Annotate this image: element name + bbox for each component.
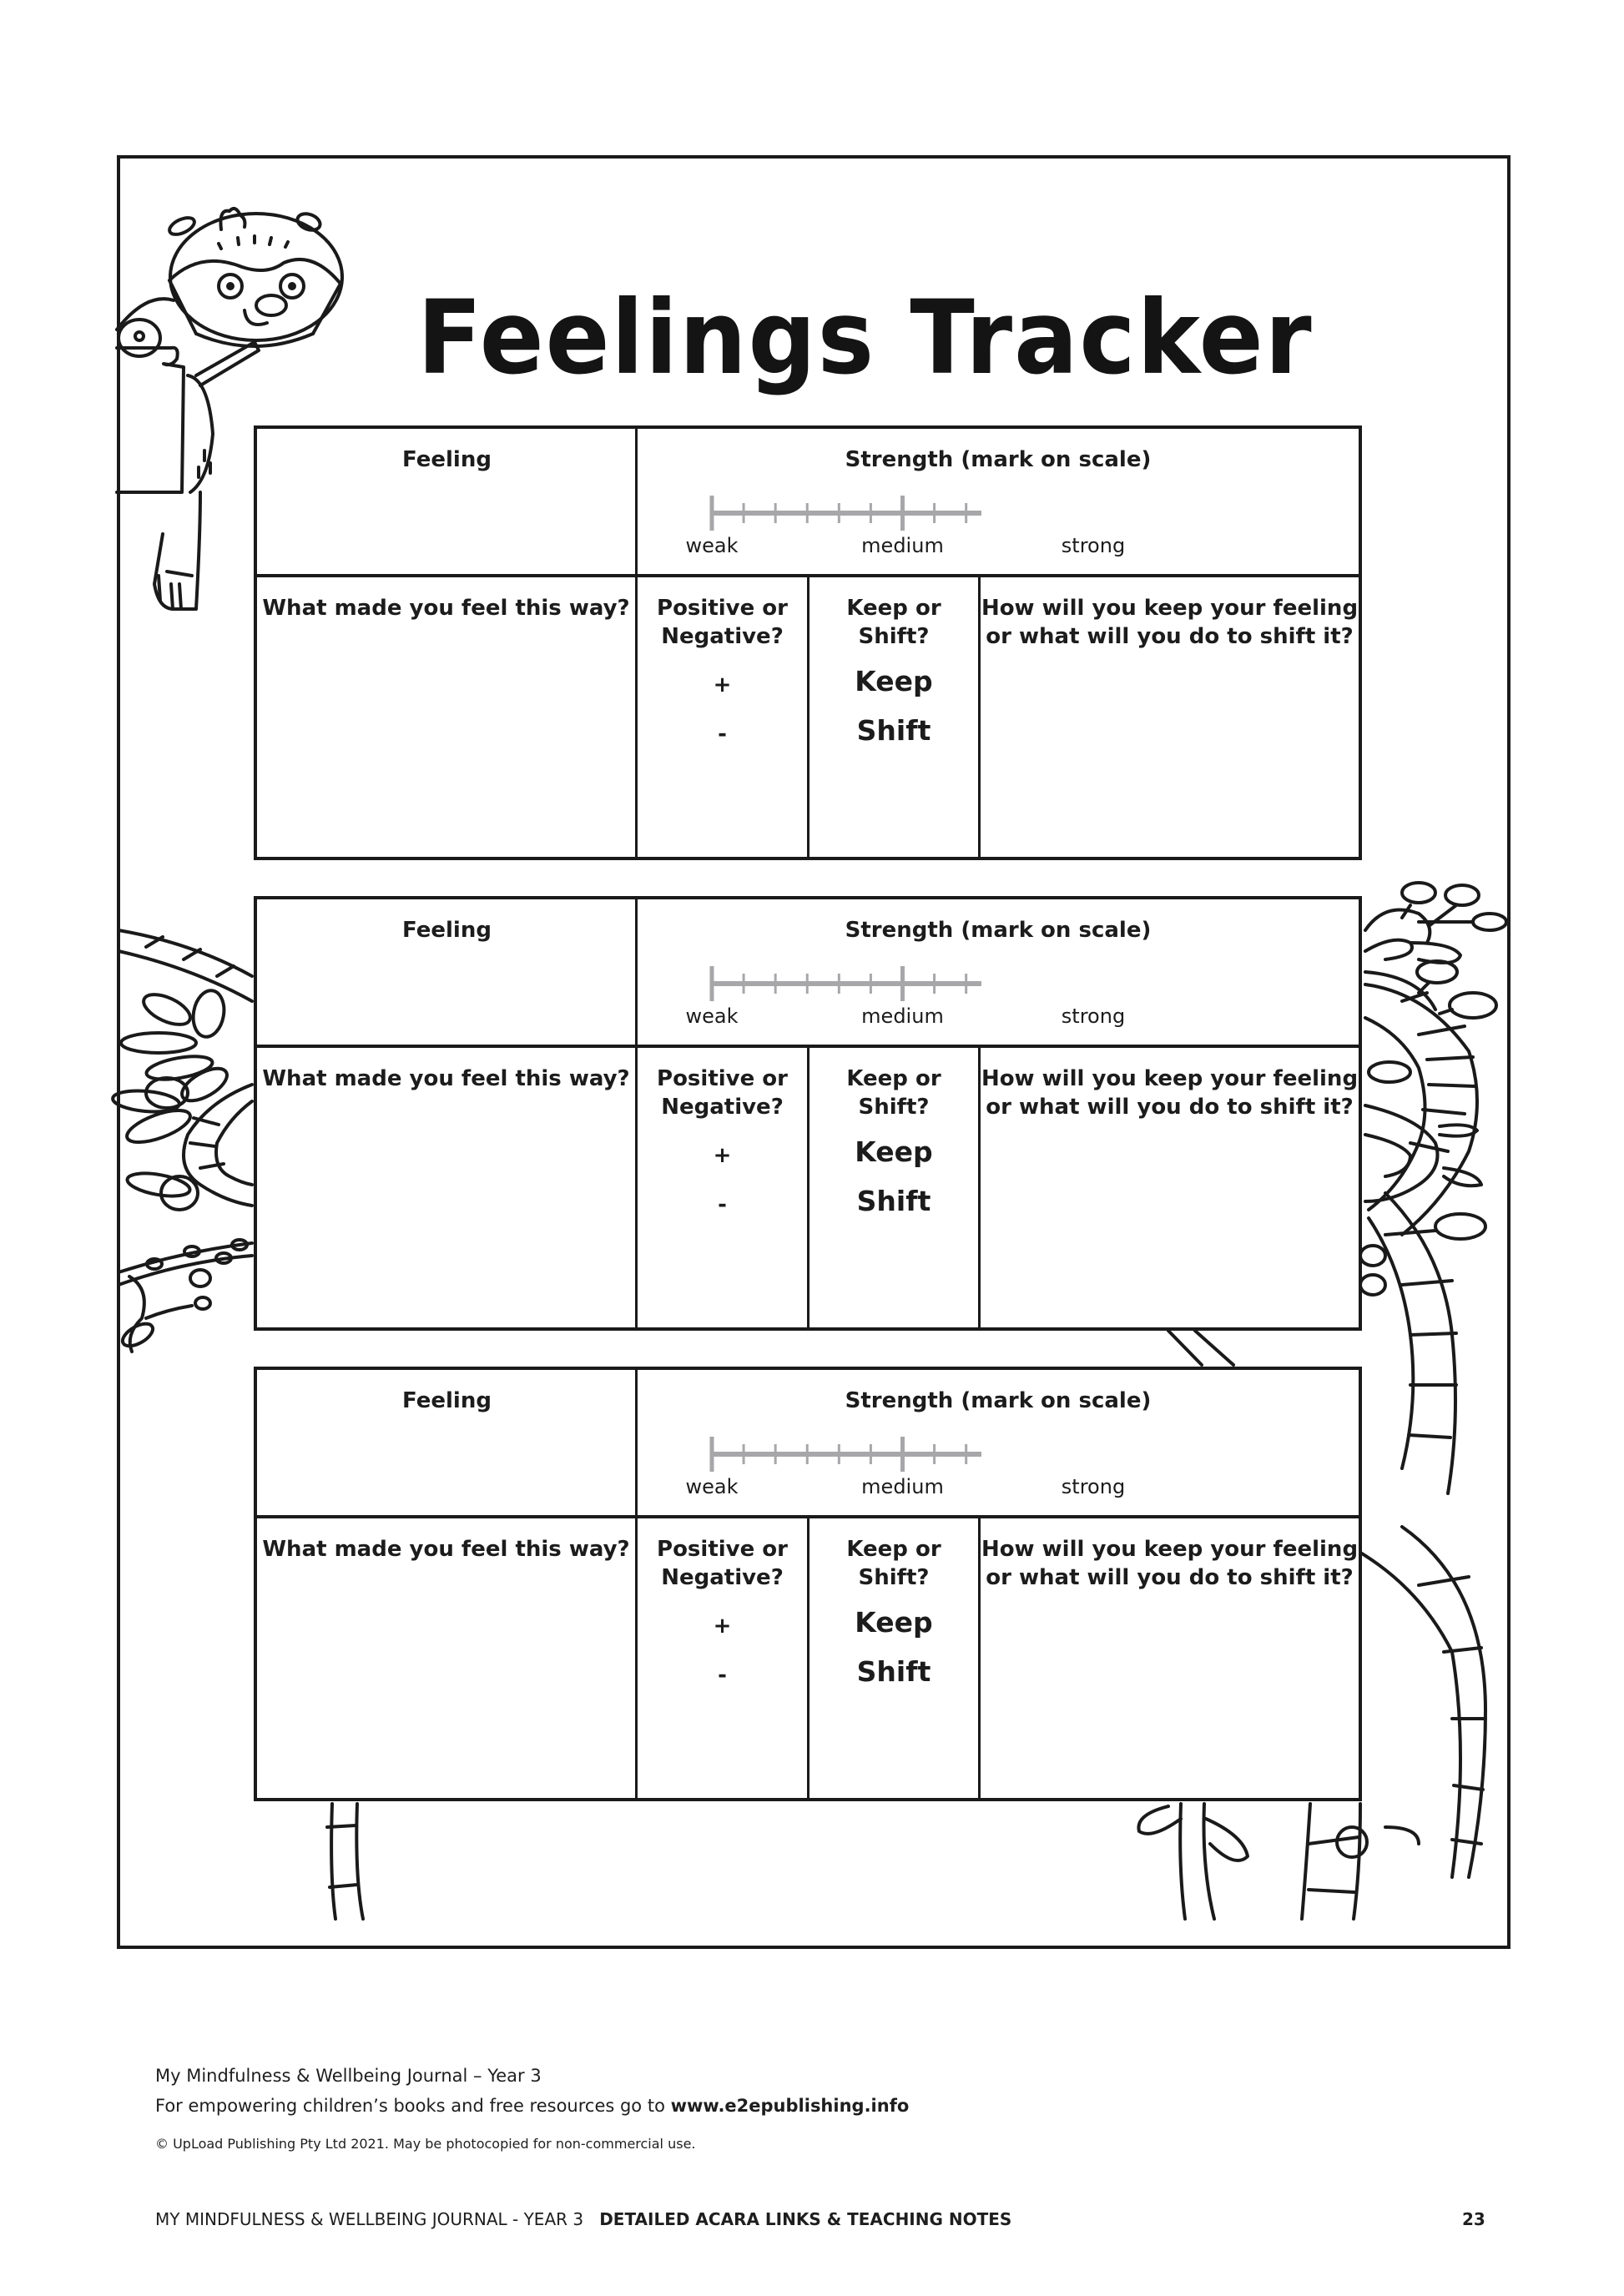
scale-weak-label: weak [685,534,739,557]
polarity-cell [638,1518,807,1798]
page-number: 23 [1462,2209,1485,2229]
plan-label-line1: How will you keep your feeling [981,1537,1359,1562]
keep-shift-label-line1: Keep or [846,1537,941,1562]
scale-strong-label: strong [1061,534,1126,557]
keep-shift-label-line2: Shift? [858,1565,930,1590]
feeling-label: Feeling [402,1388,492,1413]
polarity-label-line1: Positive or [657,1537,788,1562]
footer-promo [155,2096,909,2116]
feeling-label: Feeling [402,447,492,472]
polarity-cell [638,1048,807,1327]
strength-cell[interactable] [638,429,1359,574]
shift-option[interactable]: Shift [856,714,931,747]
keep-shift-label-line2: Shift? [858,624,930,649]
running-footer-section: DETAILED ACARA LINKS & TEACHING NOTES [599,2209,1012,2229]
positive-option[interactable]: + [713,1614,732,1639]
shift-option[interactable]: Shift [856,1655,931,1688]
positive-option[interactable]: + [713,1143,732,1168]
feelings-tracker-table [254,896,1362,1331]
keep-shift-cell [809,577,978,857]
tracker-top-row [257,429,1359,577]
strength-cell[interactable] [638,1370,1359,1515]
keep-shift-label-line1: Keep or [846,1066,941,1091]
polarity-label-line2: Negative? [661,1565,784,1590]
running-footer-title [155,2209,1011,2229]
negative-option[interactable]: - [718,1192,727,1217]
feelings-tracker-table [254,1367,1362,1801]
polarity-label-line2: Negative? [661,1095,784,1120]
negative-option[interactable]: - [718,722,727,747]
plan-label-line1: How will you keep your feeling [981,1066,1359,1091]
plan-cell[interactable] [981,577,1359,857]
keep-shift-cell [809,1518,978,1798]
tracker-top-row [257,899,1359,1048]
negative-option[interactable]: - [718,1663,727,1688]
footer-copyright: © UpLoad Publishing Pty Ltd 2021. May be photocopied for non-commercial use. [155,2136,696,2152]
keep-option[interactable]: Keep [855,665,933,697]
scale-strong-label: strong [1061,1004,1126,1028]
cause-cell[interactable] [257,1518,635,1798]
plan-label-line2: or what will you do to shift it? [986,1095,1354,1120]
plan-label-line2: or what will you do to shift it? [986,624,1354,649]
footer-promo-text: For empowering children’s books and free resources go to [155,2096,671,2116]
strength-label: Strength (mark on scale) [845,1388,1152,1413]
strength-label: Strength (mark on scale) [845,918,1152,943]
plan-label-line2: or what will you do to shift it? [986,1565,1354,1590]
scale-weak-label: weak [685,1004,739,1028]
polarity-label-line1: Positive or [657,596,788,621]
keep-shift-label-line1: Keep or [846,596,941,621]
page-title: Feelings Tracker [417,279,1314,397]
cause-cell[interactable] [257,577,635,857]
footer-book-title: My Mindfulness & Wellbeing Journal – Year 3 [155,2066,542,2086]
scale-medium-label: medium [861,1004,944,1028]
plan-label-line1: How will you keep your feeling [981,596,1359,621]
scale-weak-label: weak [685,1475,739,1498]
footer-promo-link[interactable]: www.e2epublishing.info [670,2096,910,2116]
running-footer-book: MY MINDFULNESS & WELLBEING JOURNAL - YEAR 3 [155,2209,584,2229]
shift-option[interactable]: Shift [856,1185,931,1217]
cause-cell[interactable] [257,1048,635,1327]
feeling-label: Feeling [402,918,492,943]
scale-medium-label: medium [861,534,944,557]
cause-label: What made you feel this way? [262,1537,630,1562]
strength-cell[interactable] [638,899,1359,1045]
keep-shift-cell [809,1048,978,1327]
keep-option[interactable]: Keep [855,1135,933,1168]
feelings-tracker-table [254,425,1362,860]
polarity-cell [638,577,807,857]
tracker-top-row [257,1370,1359,1518]
polarity-label-line2: Negative? [661,624,784,649]
keep-shift-label-line2: Shift? [858,1095,930,1120]
polarity-label-line1: Positive or [657,1066,788,1091]
positive-option[interactable]: + [713,672,732,697]
cause-label: What made you feel this way? [262,596,630,621]
keep-option[interactable]: Keep [855,1606,933,1639]
scale-medium-label: medium [861,1475,944,1498]
plan-cell[interactable] [981,1518,1359,1798]
scale-strong-label: strong [1061,1475,1126,1498]
cause-label: What made you feel this way? [262,1066,630,1091]
strength-label: Strength (mark on scale) [845,447,1152,472]
plan-cell[interactable] [981,1048,1359,1327]
